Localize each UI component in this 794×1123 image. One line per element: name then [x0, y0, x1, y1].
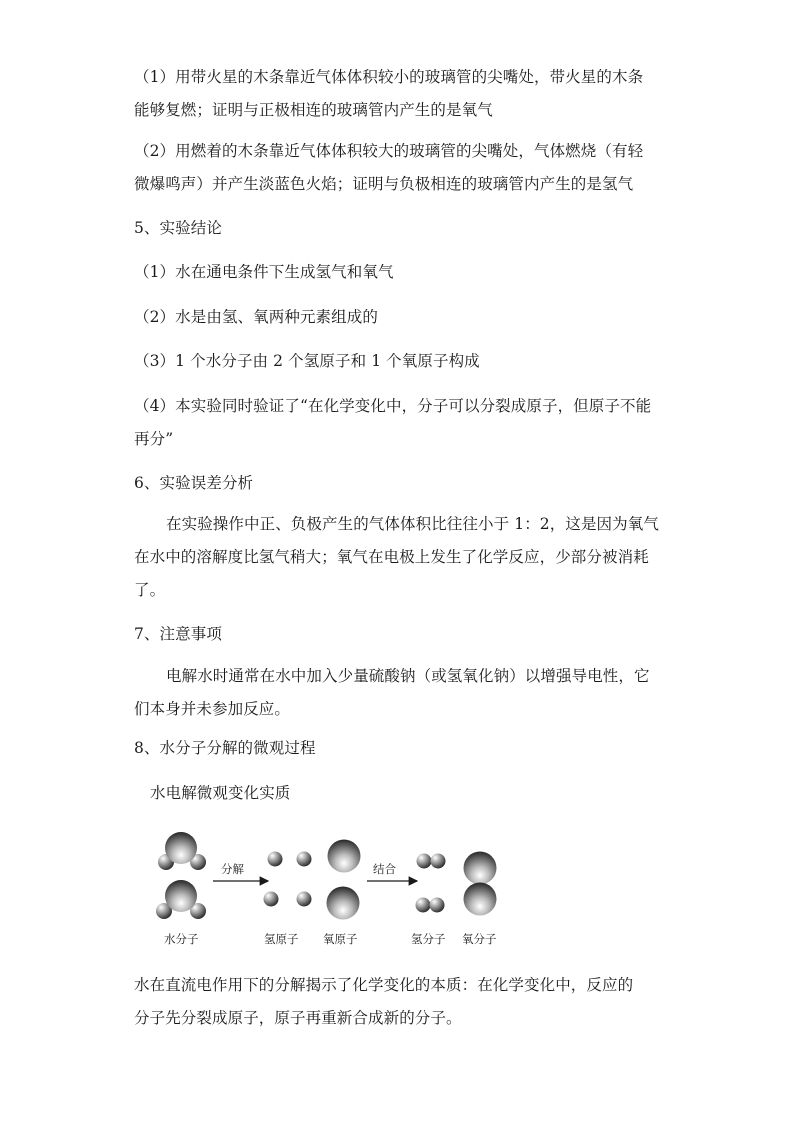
text-line-16: 电解水时通常在水中加入少量硫酸钠（或氢氧化钠）以增强导电性，它: [166, 667, 650, 685]
hydrogen-atoms: [264, 852, 312, 907]
text-line-9: （4）本实验同时验证了“在化学变化中，分子可以分裂成原子，但原子不能: [134, 397, 652, 415]
water-molecule-bottom: [156, 880, 206, 919]
label-water-molecule: 水分子: [164, 932, 199, 946]
text-line-8: （3）1 个水分子由 2 个氢原子和 1 个氧原子构成: [134, 352, 480, 370]
oxygen-atoms: [327, 840, 361, 920]
text-line-7: （2）水是由氢、氧两种元素组成的: [134, 308, 378, 326]
label-oxygen-atom: 氧原子: [323, 932, 358, 946]
text-line-4: 微爆鸣声）并产生淡蓝色火焰；证明与负极相连的玻璃管内产生的是氢气: [134, 175, 634, 193]
section-heading-7: 7、注意事项: [134, 625, 222, 643]
text-line-14: 了。: [134, 581, 166, 599]
diagram-caption: 水电解微观变化实质: [150, 784, 291, 802]
text-line-13: 在水中的溶解度比氢气稍大；氧气在电极上发生了化学反应，少部分被消耗: [134, 548, 649, 566]
text-line-2: 能够复燃；证明与正极相连的玻璃管内产生的是氧气: [134, 101, 493, 119]
label-oxygen-molecule: 氧分子: [462, 932, 497, 946]
text-line-20: 水在直流电作用下的分解揭示了化学变化的本质：在化学变化中，反应的: [134, 976, 634, 994]
water-molecule-top: [158, 832, 206, 870]
decompose-label: 分解: [221, 862, 244, 876]
section-heading-8: 8、水分子分解的微观过程: [134, 739, 316, 757]
text-line-3: （2）用燃着的木条靠近气体体积较大的玻璃管的尖嘴处，气体燃烧（有轻: [134, 142, 644, 160]
text-line-6: （1）水在通电条件下生成氢气和氧气: [134, 263, 394, 281]
section-heading-6: 6、实验误差分析: [134, 474, 254, 492]
text-line-21: 分子先分裂成原子，原子再重新合成新的分子。: [134, 1009, 462, 1027]
oxygen-molecule: [464, 852, 497, 916]
text-line-17: 们本身并未参加反应。: [134, 700, 291, 718]
text-line-12: 在实验操作中正、负极产生的气体体积比往往小于 1：2，这是因为氧气: [166, 515, 659, 533]
text-line-10: 再分”: [134, 430, 174, 448]
section-heading-5: 5、实验结论: [134, 219, 222, 237]
label-hydrogen-atom: 氢原子: [264, 932, 299, 946]
label-hydrogen-molecule: 氢分子: [411, 932, 446, 946]
combine-label: 结合: [373, 862, 396, 876]
hydrogen-molecules: [416, 854, 446, 913]
text-line-1: （1）用带火星的木条靠近气体体积较小的玻璃管的尖嘴处，带火星的木条: [134, 68, 644, 86]
